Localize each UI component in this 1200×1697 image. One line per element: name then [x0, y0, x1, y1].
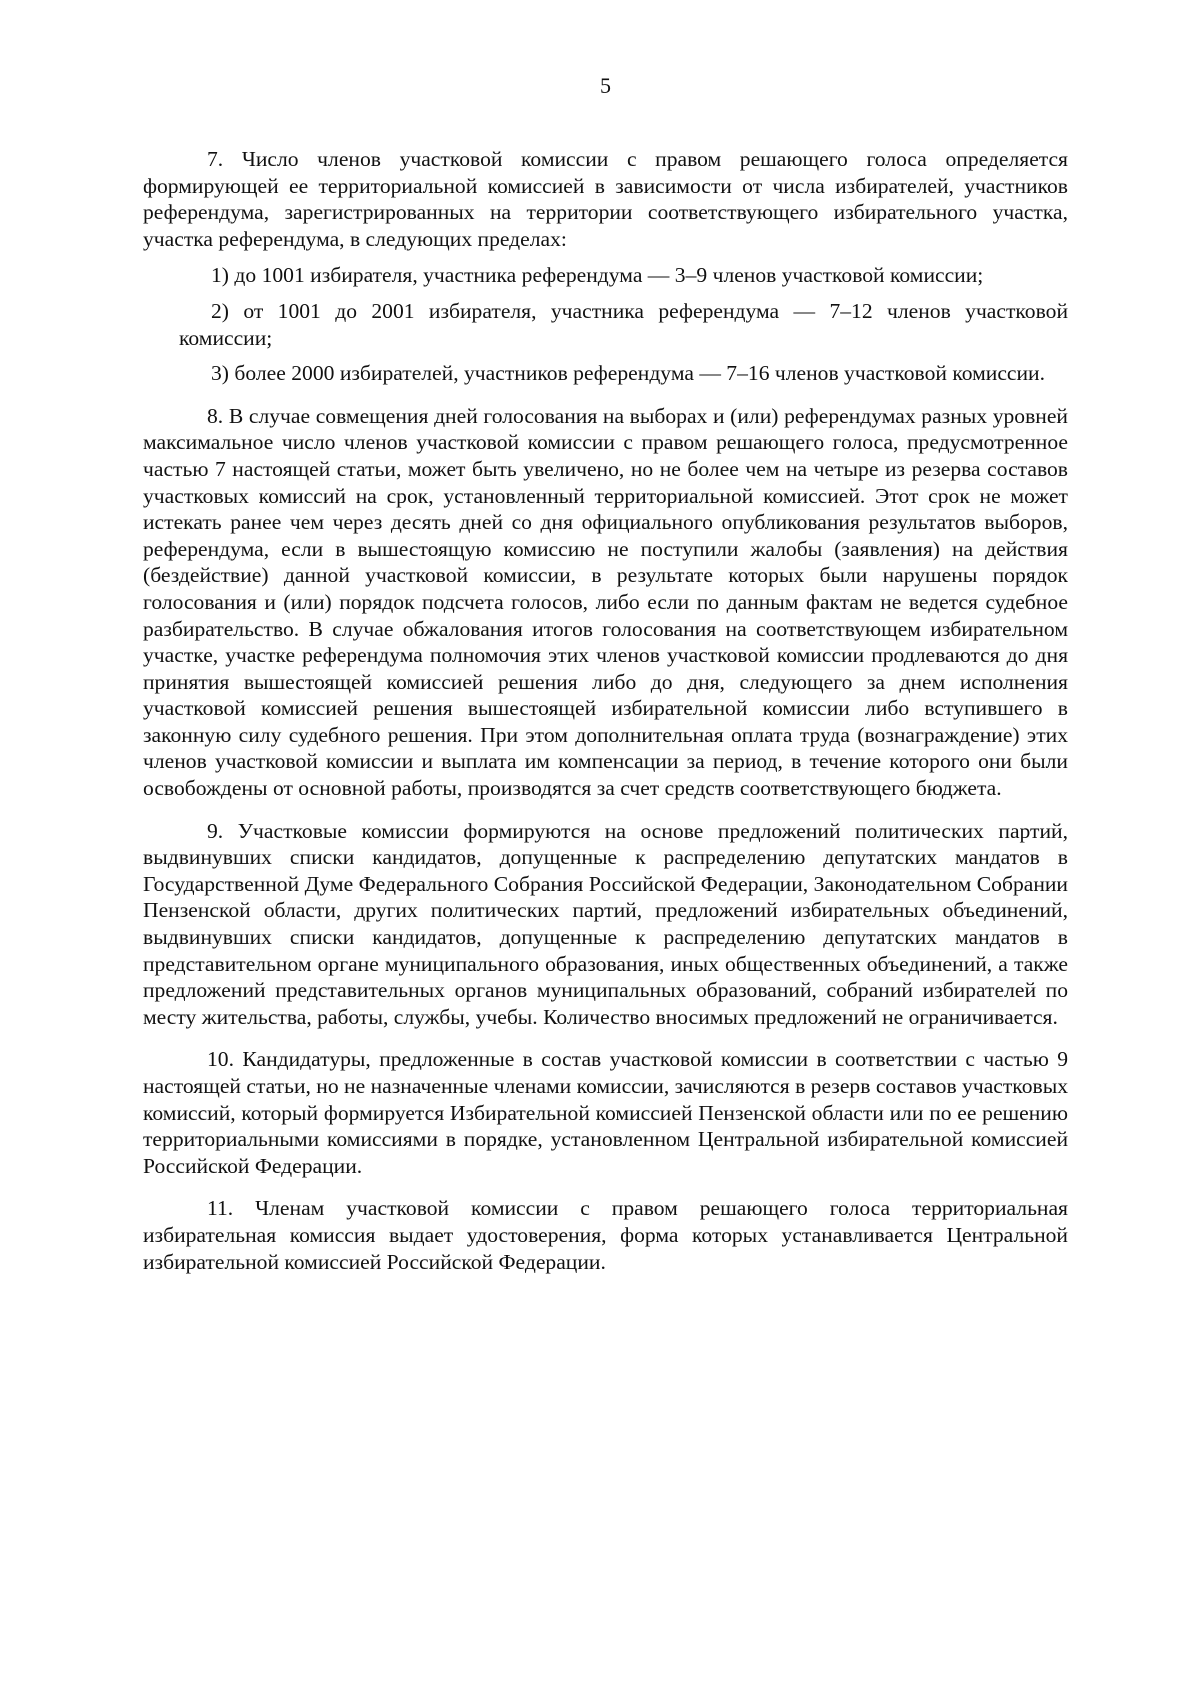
- paragraph-10: 10. Кандидатуры, предложенные в состав участковой комиссии в соответствии с частью 9 настоящей статьи, но не назначенные членами комиссии, зачисляются в резерв составов участковых комиссий, который формируется Избирательной комиссией Пензенской области или по ее решению территориальными комиссиями в порядке, установленном Центральной избирательной комиссией Российской Федерации.: [143, 1047, 1068, 1178]
- page-number: 5: [600, 73, 611, 98]
- paragraph-7: 7. Число членов участковой комиссии с правом решающего голоса определяется формирующей ее территориальной комиссией в зависимости от числа избирателей, участников референдума, зарегистрированных на территории соответствующего избирательного участка, участка референдума, в следующих пределах:: [143, 147, 1068, 251]
- paragraph-9: 9. Участковые комиссии формируются на основе предложений политических партий, выдвинувших списки кандидатов, допущенные к распределению депутатских мандатов в Государственной Думе Федерального Собрания Российской Федерации, Законодательном Собрании Пензенской области, других политических партий, предложений избирательных объединений, выдвинувших списки кандидатов, допущенные к распределению депутатских мандатов в представительном органе муниципального образования, иных общественных объединений, а также предложений представительных органов муниципальных образований, собраний избирателей по месту жительства, работы, службы, учебы. Количество вносимых предложений не ограничивается.: [143, 818, 1068, 1029]
- paragraph-8: 8. В случае совмещения дней голосования на выборах и (или) референдумах разных уровней максимальное число членов участковой комиссии с правом решающего голоса, предусмотренное частью 7 настоящей статьи, может быть увеличено, но не более чем на четыре из резерва составов участковых комиссий на срок, установленный территориальной комиссией. Этот срок не может истекать ранее чем через десять дней со дня официального опубликования результатов выборов, референдума, если в вышестоящую комиссию не поступили жалобы (заявления) на действия (бездействие) данной участковой комиссии, в результате которых были нарушены порядок голосования и (или) порядок подсчета голосов, либо если по данным фактам не ведется судебное разбирательство. В случае обжалования итогов голосования на соответствующем избирательном участке, участке референдума полномочия этих членов участковой комиссии продлеваются до дня принятия вышестоящей комиссией решения либо до дня, следующего за днем исполнения участковой комиссией решения вышестоящей избирательной комиссии либо вступившего в законную силу судебного решения. При этом дополнительная оплата труда (вознаграждение) этих членов участковой комиссии и выплата им компенсации за период, в течение которого они были освобождены от основной работы, производятся за счет средств соответствующего бюджета.: [143, 403, 1068, 801]
- paragraph-11: 11. Членам участковой комиссии с правом решающего голоса территориальная избирательная комиссия выдает удостоверения, форма которых устанавливается Центральной избирательной комиссией Российской Федерации.: [143, 1196, 1068, 1274]
- paragraph-7-item-1: 1) до 1001 избирателя, участника референдума — 3–9 членов участковой комиссии;: [211, 263, 984, 288]
- paragraph-7-item-3: 3) более 2000 избирателей, участников референдума — 7–16 членов участковой комиссии.: [211, 361, 1045, 386]
- paragraph-7-item-2: 2) от 1001 до 2001 избирателя, участника референдума — 7–12 членов участковой комиссии;: [179, 298, 1068, 350]
